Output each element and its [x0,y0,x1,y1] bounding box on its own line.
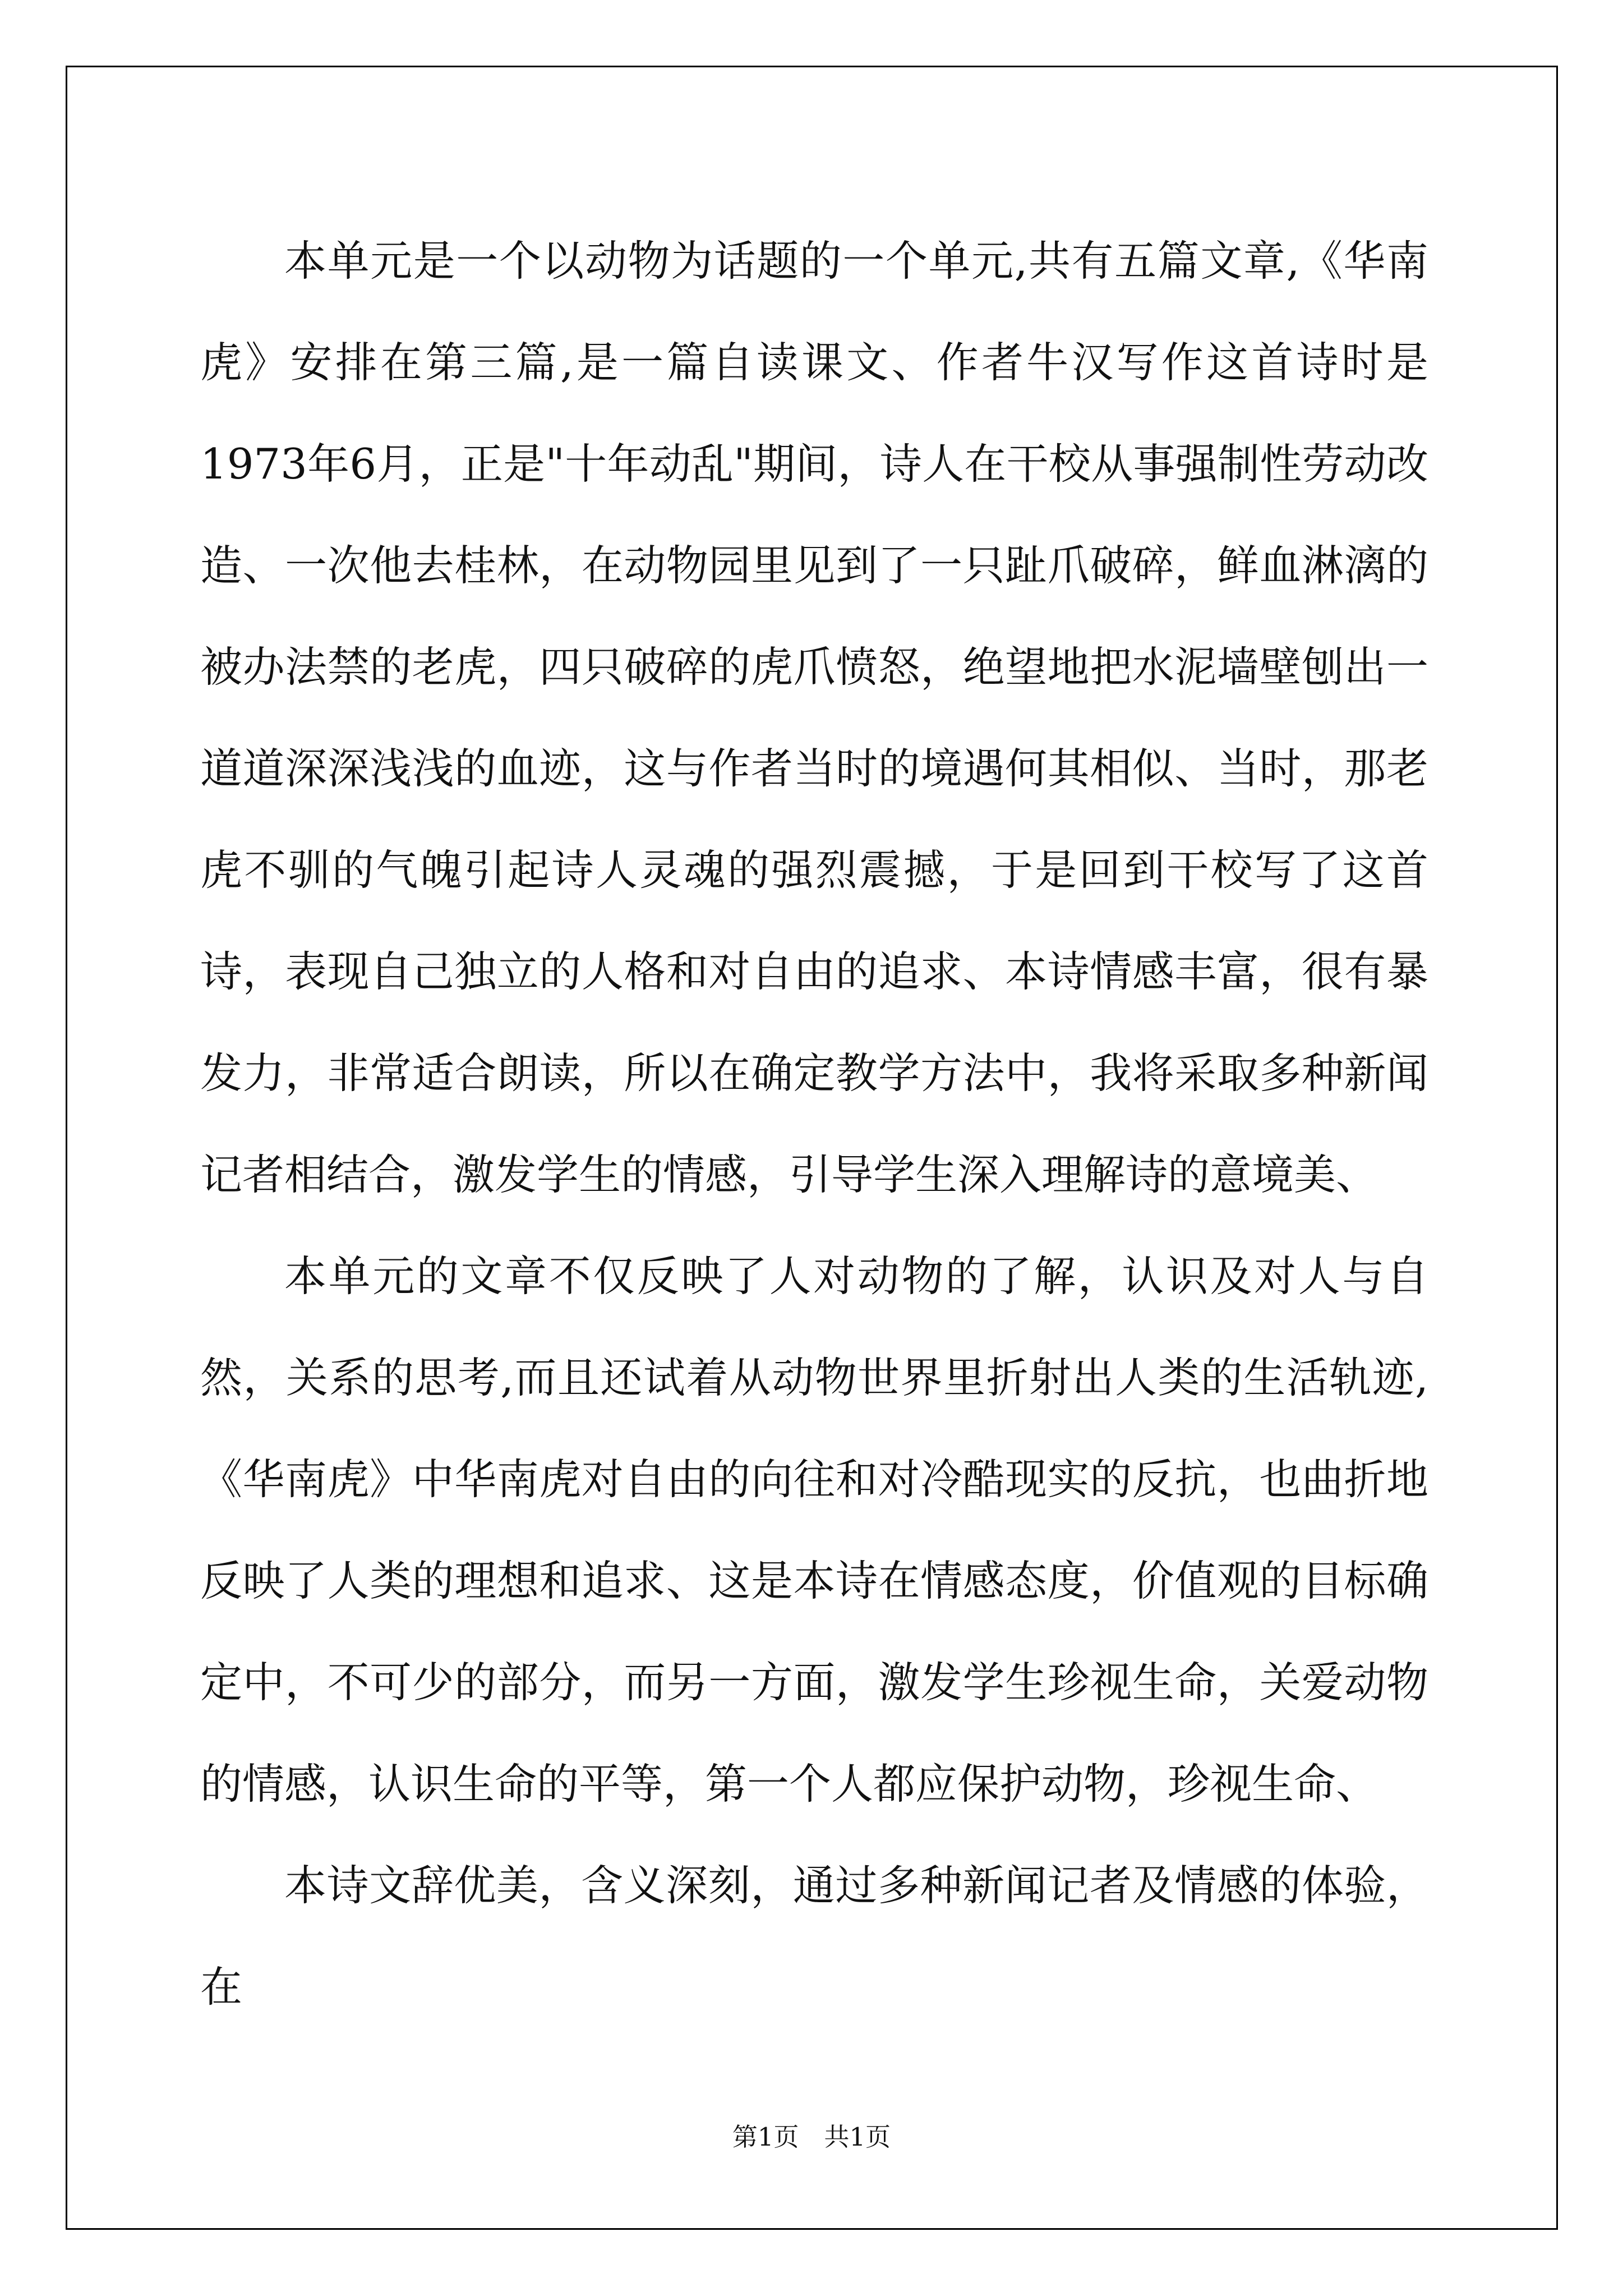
page-footer [0,2120,1623,2154]
paragraph-3: 本诗文辞优美，含义深刻，通过多种新闻记者及情感的体验，在 [200,1861,1428,2012]
document-body [200,210,1428,2038]
paragraph-2: 本单元的文章不仅反映了人对动物的了解，认识及对人与自然，关系的思考,而且还试着从动物世界里折射出人类的生活轨迹,《华南虎》中华南虎对自由的向往和对冷酷现实的反抗，也曲折地反映了人类的理想和追求、这是本诗在情感态度，价值观的目标确定中，不可少的部分，而另一方面，激发学生珍视生命，关爱动物的情感，认识生命的平等，第一个人都应保护动物，珍视生命、 [200,1251,1428,1809]
page-number-current: 第1页 [732,2122,799,2152]
page-number-total: 共1页 [824,2122,891,2152]
paragraph-1: 本单元是一个以动物为话题的一个单元,共有五篇文章,《华南虎》安排在第三篇,是一篇自读课文、作者牛汉写作这首诗时是1973年6月，正是"十年动乱"期间，诗人在干校从事强制性劳动改造、一次他去桂林，在动物园里见到了一只趾爪破碎，鲜血淋漓的被办法禁的老虎，四只破碎的虎爪愤怒，绝望地把水泥墙壁刨出一道道深深浅浅的血迹，这与作者当时的境遇何其相似、当时，那老虎不驯的气魄引起诗人灵魂的强烈震撼，于是回到干校写了这首诗，表现自己独立的人格和对自由的追求、本诗情感丰富，很有暴发力，非常适合朗读，所以在确定教学方法中，我将采取多种新闻记者相结合，激发学生的情感，引导学生深入理解诗的意境美、 [200,236,1428,1199]
